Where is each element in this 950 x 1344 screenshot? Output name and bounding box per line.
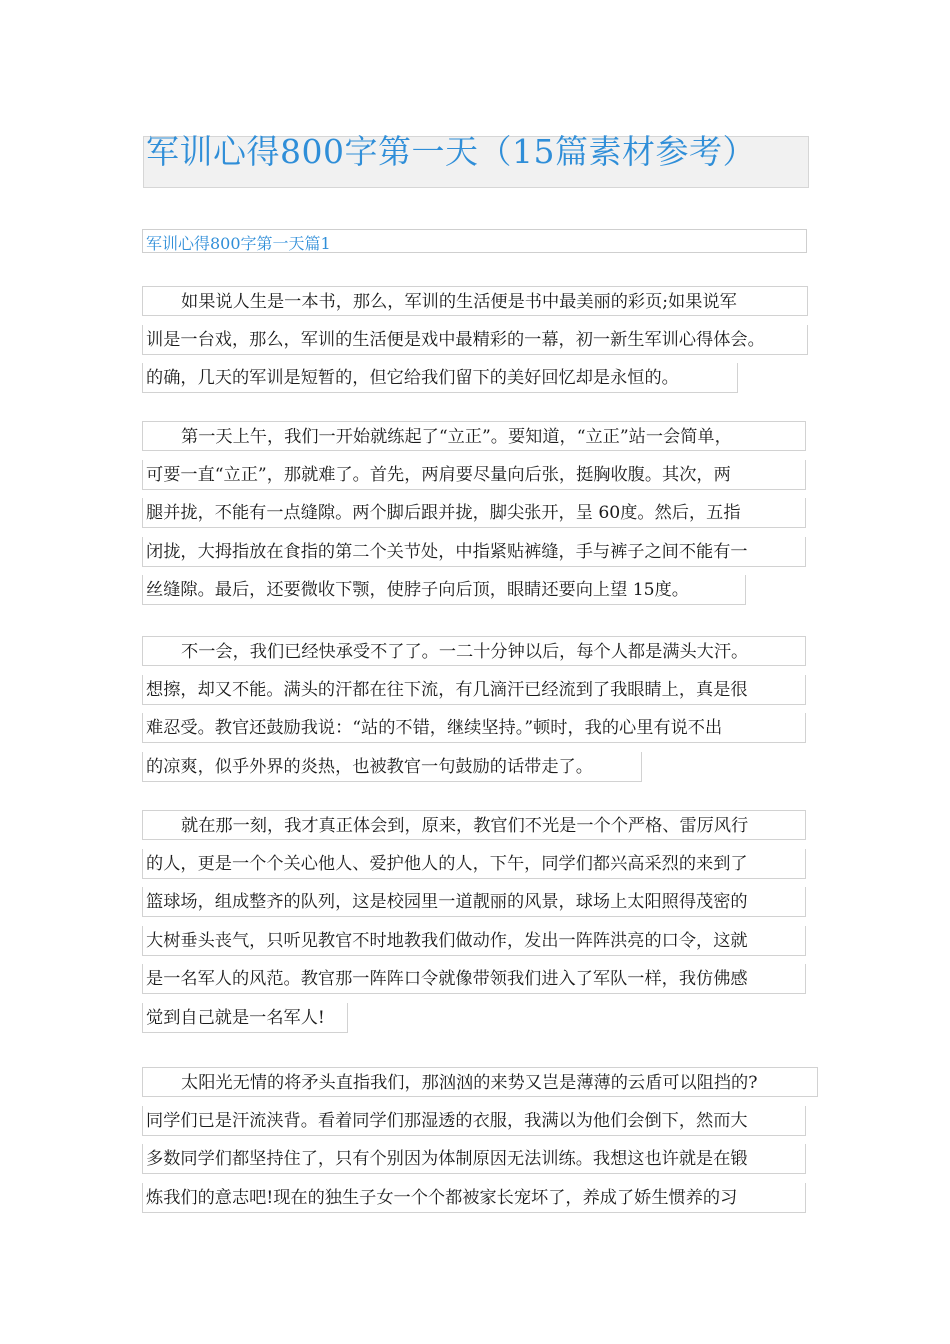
paragraph-line-row [142,537,812,576]
paragraph-line-row [142,363,812,402]
paragraph-line: 难忍受。教官还鼓励我说：“站的不错，继续坚持。”顿时，我的心里有说不出 [142,713,806,743]
paragraph-line: 篮球场，组成整齐的队列，这是校园里一道靓丽的风景，球场上太阳照得茂密的 [142,887,806,917]
paragraph-line-row [142,1106,812,1145]
paragraph-line-row [142,926,812,965]
paragraph-line: 训是一台戏，那么，军训的生活便是戏中最精彩的一幕，初一新生军训心得体会。 [142,325,808,355]
paragraph-line: 同学们已是汗流浃背。看着同学们那湿透的衣服，我满以为他们会倒下，然而大 [142,1106,806,1136]
paragraph-line-row [142,286,812,325]
paragraph [142,286,812,402]
paragraph-line-row [142,460,812,499]
paragraph-line: 多数同学们都坚持住了，只有个别因为体制原因无法训练。我想这也许就是在锻 [142,1144,806,1174]
section-title: 军训心得800字第一天篇1 [146,234,331,253]
paragraph-line-row [142,675,812,714]
paragraph [142,421,812,614]
paragraph-line: 不一会，我们已经快承受不了了。一二十分钟以后，每个人都是满头大汗。 [142,636,806,666]
paragraph-line-row [142,713,812,752]
paragraph-line: 的确，几天的军训是短暂的，但它给我们留下的美好回忆却是永恒的。 [142,363,738,393]
paragraph-line: 炼我们的意志吧!现在的独生子女一个个都被家长宠坏了，养成了娇生惯养的习 [142,1183,806,1213]
paragraph-line-row [142,810,812,849]
paragraph-line: 丝缝隙。最后，还要微收下颚，使脖子向后顶，眼睛还要向上望 15度。 [142,575,746,605]
paragraph-line: 腿并拢，不能有一点缝隙。两个脚后跟并拢，脚尖张开，呈 60度。然后，五指 [142,498,806,528]
paragraph-line-row [142,575,812,614]
paragraph-line-row [142,1003,812,1042]
paragraph [142,636,812,790]
paragraph-line: 是一名军人的风范。教官那一阵阵口令就像带领我们进入了军队一样，我仿佛感 [142,964,806,994]
paragraph-line: 大树垂头丧气，只听见教官不时地教我们做动作，发出一阵阵洪亮的口令，这就 [142,926,806,956]
paragraph-line-row [142,849,812,888]
paragraph-line: 太阳光无情的将矛头直指我们，那汹汹的来势又岂是薄薄的云盾可以阻挡的? [142,1067,818,1097]
paragraph [142,810,812,1041]
paragraph [142,1067,812,1221]
paragraph-line: 第一天上午，我们一开始就练起了“立正”。要知道，“立正”站一会简单， [142,421,806,451]
paragraph-line-row [142,636,812,675]
paragraph-line: 的凉爽，似乎外界的炎热，也被教官一句鼓励的话带走了。 [142,752,642,782]
paragraph-line: 觉到自己就是一名军人! [142,1003,348,1033]
paragraph-line-row [142,498,812,537]
paragraph-line-row [142,1144,812,1183]
paragraph-line: 想擦，却又不能。满头的汗都在往下流，有几滴汗已经流到了我眼睛上，真是很 [142,675,806,705]
paragraph-line-row [142,1067,812,1106]
paragraph-line-row [142,752,812,791]
paragraph-line-row [142,1183,812,1222]
paragraph-line: 如果说人生是一本书，那么，军训的生活便是书中最美丽的彩页;如果说军 [142,286,808,316]
paragraph-line: 的人，更是一个个关心他人、爱护他人的人，下午，同学们都兴高采烈的来到了 [142,849,806,879]
document-title: 军训心得800字第一天（15篇素材参考） [146,132,756,171]
paragraph-line: 可要一直“立正”，那就难了。首先，两肩要尽量向后张，挺胸收腹。其次，两 [142,460,806,490]
paragraph-line-row [142,964,812,1003]
paragraph-line-row [142,325,812,364]
paragraph-line: 就在那一刻，我才真正体会到，原来，教官们不光是一个个严格、雷厉风行 [142,810,806,840]
paragraph-line: 闭拢，大拇指放在食指的第二个关节处，中指紧贴裤缝，手与裤子之间不能有一 [142,537,806,567]
paragraph-line-row [142,421,812,460]
paragraph-line-row [142,887,812,926]
